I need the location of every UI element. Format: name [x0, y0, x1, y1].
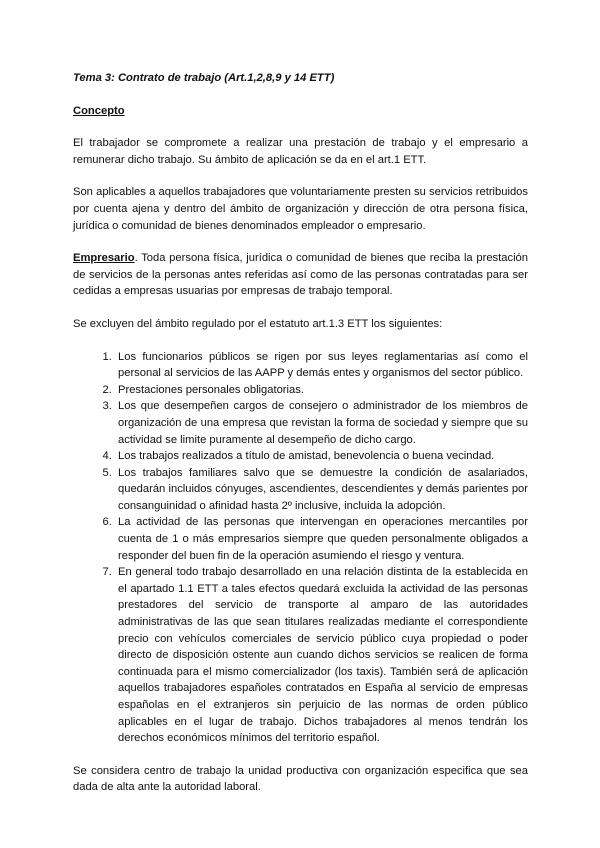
list-item: 3. Los que desempeñen cargos de consejero o administrador de los miembros de organización de una empresa que revistan la forma de sociedad y siempre que su actividad se limite puramente al desempeño de dicho cargo.	[115, 398, 528, 448]
paragraph-definition: El trabajador se compromete a realizar una prestación de trabajo y el empresario a remunerar dicho trabajo. Su ámbito de aplicación se da en el art.1 ETT.	[73, 137, 528, 166]
paragraph-scope: Son aplicables a aquellos trabajadores que voluntariamente presten su servicios retribuidos por cuenta ajena y dentro del ámbito de organización y dirección de otra persona física, jurídica o comunidad de bienes denominados empleador o empresario.	[73, 186, 528, 232]
empresario-definition: . Toda persona física, jurídica o comunidad de bienes que reciba la prestación de servicios de la personas antes referidas así como de las personas contratadas para ser cedidas a empresas usuarias por empresas de trabajo temporal.	[73, 252, 528, 298]
list-item: 6. La actividad de las personas que intervengan en operaciones mercantiles por cuenta de 1 o más empresarios siempre que queden personalmente obligados a responder del buen fin de la operación asumiendo el riesgo y ventura.	[115, 514, 528, 564]
document-title: Tema 3: Contrato de trabajo (Art.1,2,8,9 y 14 ETT)	[73, 72, 335, 84]
exclusions-list	[73, 349, 528, 747]
list-item: 7. En general todo trabajo desarrollado en una relación distinta de la establecida en el apartado 1.1 ETT a tales efectos quedará excluida la actividad de las personas prestadores del servicio de transporte al amparo de las autoridades administrativas de las que sean titulares realizadas mediante el correspondiente precio con vehículos comerciales de servicio público cuya propiedad o poder directo de disposición ostente aun cuando dichos servicios se realicen de forma continuada para el mismo comercializador (los taxis). También será de aplicación aquellos trabajadores españoles contratados en España al servicio de empresas españolas en el extranjeros sin perjuicio de las normas de orden público aplicables en el lugar de trabajo. Dichos trabajadores al menos tendrán los derechos económicos mínimos del territorio español.	[115, 564, 528, 747]
list-item: 1. Los funcionarios públicos se rigen por sus leyes reglamentarias así como el personal al servicios de las AAPP y demás entes y organismos del sector público.	[115, 349, 528, 382]
paragraph-centro-trabajo: Se considera centro de trabajo la unidad productiva con organización especifica que sea dada de alta ante la autoridad laboral.	[73, 764, 528, 794]
list-item: 5. Los trabajos familiares salvo que se demuestre la condición de asalariados, quedarán incluidos cónyuges, ascendientes, descendientes y demás parientes por consanguinidad o afinidad hasta 2º inclusive, incluida la adopción.	[115, 465, 528, 515]
paragraph-exclusions-intro: Se excluyen del ámbito regulado por el estatuto art.1.3 ETT los siguientes:	[73, 317, 443, 330]
list-item: 4. Los trabajos realizados a título de amistad, benevolencia o buena vecindad.	[115, 448, 528, 465]
term-empresario: Empresario	[73, 252, 135, 265]
paragraph-empresario	[73, 250, 528, 300]
document-body	[73, 70, 528, 812]
section-heading-concepto: Concepto	[73, 104, 125, 117]
list-item: 2. Prestaciones personales obligatorias.	[115, 382, 528, 399]
